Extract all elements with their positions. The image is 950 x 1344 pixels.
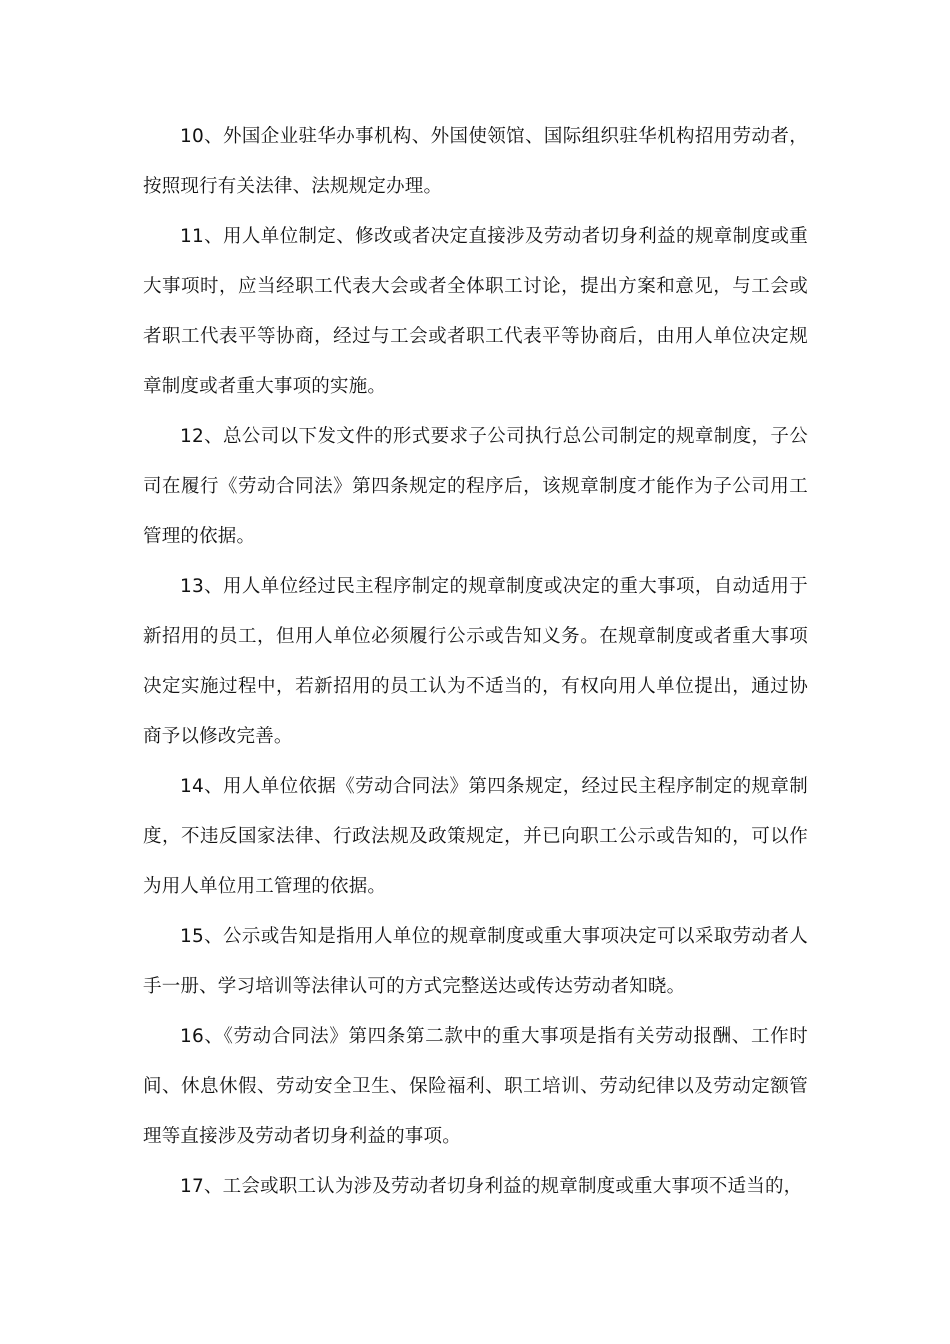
document-body (143, 112, 808, 1212)
paragraph-13: 13、用人单位经过民主程序制定的规章制度或决定的重大事项，自动适用于新招用的员工，但用人单位必须履行公示或告知义务。在规章制度或者重大事项决定实施过程中，若新招用的员工认为不适当的，有权向用人单位提出，通过协商予以修改完善。 (143, 576, 808, 747)
paragraph-15: 15、公示或告知是指用人单位的规章制度或重大事项决定可以采取劳动者人手一册、学习培训等法律认可的方式完整送达或传达劳动者知晓。 (143, 926, 808, 997)
paragraph-14: 14、用人单位依据《劳动合同法》第四条规定，经过民主程序制定的规章制度，不违反国家法律、行政法规及政策规定，并已向职工公示或告知的，可以作为用人单位用工管理的依据。 (143, 776, 808, 897)
paragraph-17: 17、工会或职工认为涉及劳动者切身利益的规章制度或重大事项不适当的， (180, 1176, 803, 1197)
paragraph-11: 11、用人单位制定、修改或者决定直接涉及劳动者切身利益的规章制度或重大事项时，应当经职工代表大会或者全体职工讨论，提出方案和意见，与工会或者职工代表平等协商，经过与工会或者职工代表平等协商后，由用人单位决定规章制度或者重大事项的实施。 (143, 226, 808, 397)
paragraph-12: 12、总公司以下发文件的形式要求子公司执行总公司制定的规章制度，子公司在履行《劳动合同法》第四条规定的程序后，该规章制度才能作为子公司用工管理的依据。 (143, 426, 808, 547)
paragraph-10: 10、外国企业驻华办事机构、外国使领馆、国际组织驻华机构招用劳动者，按照现行有关法律、法规规定办理。 (143, 126, 808, 197)
paragraph-16: 16、《劳动合同法》第四条第二款中的重大事项是指有关劳动报酬、工作时间、休息休假、劳动安全卫生、保险福利、职工培训、劳动纪律以及劳动定额管理等直接涉及劳动者切身利益的事项。 (143, 1026, 808, 1147)
